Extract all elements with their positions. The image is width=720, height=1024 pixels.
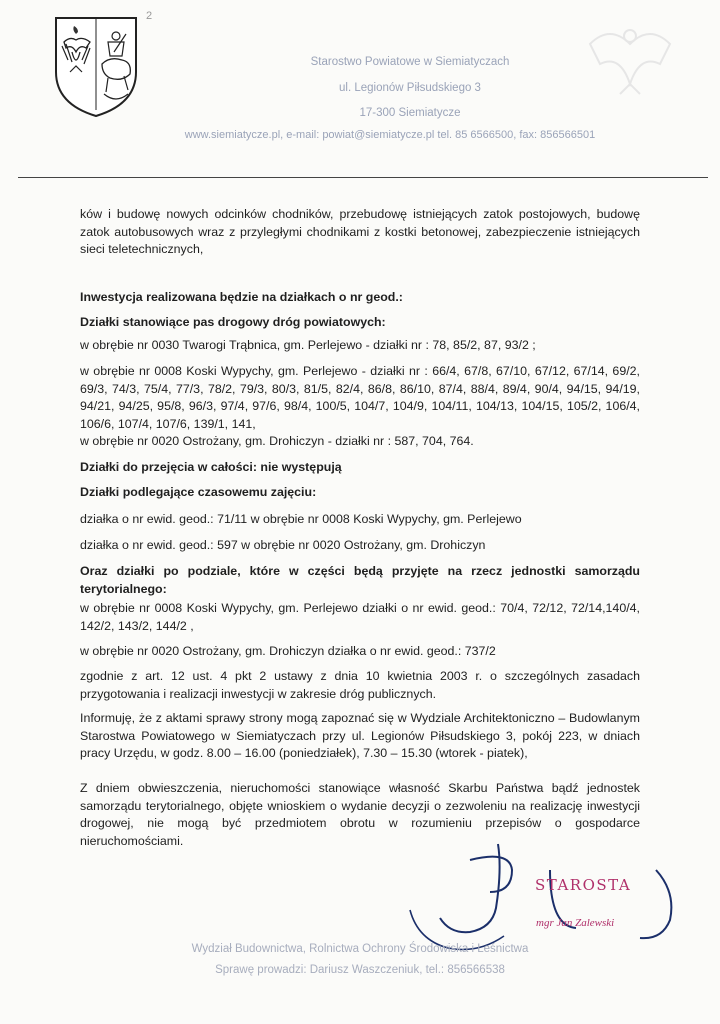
temporary-parcel-1: działka o nr ewid. geod.: 71/11 w obrębie nr 0008 Koski Wypychy, gm. Perlejewo — [80, 512, 522, 526]
parcels-precinct-0030: w obrębie nr 0030 Twarogi Trąbnica, gm. Perlejewo - działki nr : 78, 85/2, 87, 93/2 ; — [80, 338, 536, 352]
letterhead-street: ul. Legionów Piłsudskiego 3 — [339, 82, 481, 94]
page-corner-mark: 2 — [146, 10, 153, 22]
temporary-parcel-2: działka o nr ewid. geod.: 597 w obrębie nr 0020 Ostrożany, gm. Drohiczyn — [80, 538, 486, 552]
investment-heading: Inwestycja realizowana będzie na działkach o nr geod.: — [80, 290, 403, 304]
header-divider — [18, 177, 708, 178]
division-heading: Oraz działki po podziale, które w części będą przyjęte na rzecz jednostki samorządu terytorialnego: — [80, 564, 640, 596]
full-acquisition-heading: Działki do przejęcia w całości: nie występują — [80, 460, 342, 474]
handwritten-signature-icon — [400, 830, 690, 960]
signature-title: STAROSTA — [535, 876, 632, 894]
notice-paragraph: Z dniem obwieszczenia, nieruchomości stanowiące własność Skarbu Państwa bądź jednostek samorządu terytorialnego, objęte wnioskiem o wydanie decyzji o zezwoleniu na realizację inwestycji drogowej, nie mogą być przedmiotem obrotu w rozumieniu przepisów o gospodarce nieruchomościami. — [80, 781, 640, 848]
footer-department: Wydział Budownictwa, Rolnictwa Ochrony Środowiska i Leśnictwa — [191, 943, 529, 955]
division-parcels-2: w obrębie nr 0020 Ostrożany, gm. Drohiczyn działka o nr ewid. geod.: 737/2 — [80, 644, 496, 658]
parcels-precinct-0008: w obrębie nr 0008 Koski Wypychy, gm. Perlejewo - działki nr : 66/4, 67/8, 67/10, 67/12, 67/14, 69/2, 69/3, 74/3, 75/4, 77/3, 78/2, 79/3, 80/3, 81/5, 82/4, 86/8, 86/10, 87/4, 88/4, 89/4, 90/4, 94/15, 94/19, 94/21, 94/25, 95/8, 96/3, 97/4, 97/6, 98/4, 100/5, 104/7, 104/9, 104/11, 104/13, 104/15, 105/2, 106/4, 106/6, 107/4, 107/6, 139/1, 141, — [80, 364, 640, 431]
intro-paragraph: ków i budowę nowych odcinków chodników, przebudowę istniejących zatok postojowych, budowę zatok autobusowych wraz z przyległymi chodnikami z kostki betonowej, zabezpieczenie istniejących sieci teletechnicznych, — [80, 207, 640, 256]
letterhead-contacts: www.siemiatycze.pl, e-mail: powiat@siemiatycze.pl tel. 85 6566500, fax: 856566501 — [184, 129, 596, 141]
parcels-precinct-0020: w obrębie nr 0020 Ostrożany, gm. Drohiczyn - działki nr : 587, 704, 764. — [80, 434, 474, 448]
county-coat-of-arms-icon — [50, 12, 142, 120]
legal-basis-paragraph: zgodnie z art. 12 ust. 4 pkt 2 ustawy z dnia 10 kwietnia 2003 r. o szczególnych zasadach przygotowania i realizacji inwestycji w zakresie dróg publicznych. — [80, 669, 640, 701]
division-parcels-1: w obrębie nr 0008 Koski Wypychy, gm. Perlejewo działki o nr ewid. geod.: 70/4, 72/12, 72/14,140/4, 142/2, 143/2, 144/2 , — [80, 601, 640, 633]
letterhead-postal: 17-300 Siemiatycze — [359, 107, 461, 119]
inspection-info-paragraph: Informuję, że z aktami sprawy strony mogą zapoznać się w Wydziale Architektoniczno – Budowlanym Starostwa Powiatowego w Siemiatyczach przy ul. Legionów Piłsudskiego 3, pokój 223, w dniach pracy Urzędu, w godz. 8.00 – 16.00 (poniedziałek), 7.30 – 15.30 (wtorek - piatek), — [80, 711, 640, 760]
road-parcels-heading: Działki stanowiące pas drogowy dróg powiatowych: — [80, 315, 386, 329]
temporary-occupation-heading: Działki podlegające czasowemu zajęciu: — [80, 485, 317, 499]
signature-name: mgr Jan Zalewski — [536, 917, 615, 929]
letterhead-office-name: Starostwo Powiatowe w Siemiatyczach — [310, 56, 510, 68]
footer-case-officer: Sprawę prowadzi: Dariusz Waszczeniuk, tel.: 856566538 — [215, 964, 505, 976]
